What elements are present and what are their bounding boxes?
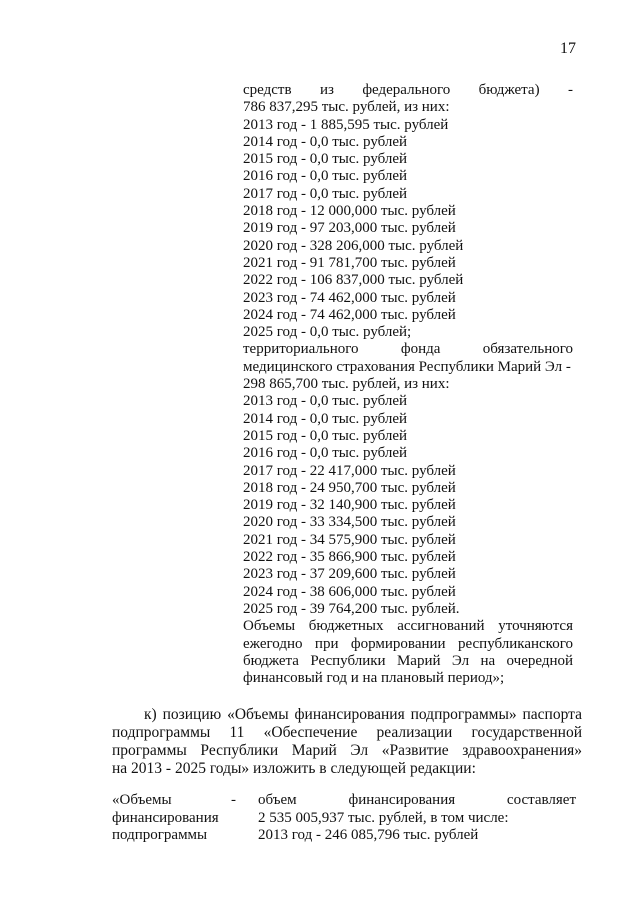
text-line: средств из федерального бюджета) - [243, 82, 573, 98]
text-line: Объемы бюджетных ассигнований уточняются [243, 618, 573, 635]
text-line: 2021 год - 34 575,900 тыс. рублей [243, 531, 456, 548]
passport-label-line: подпрограммы [112, 827, 208, 843]
paragraph-line: программы Республики Марий Эл «Развитие здравоохранения» [112, 742, 582, 759]
passport-value-line: 2013 год - 246 085,796 тыс. рублей [258, 827, 479, 843]
text-line: 2019 год - 97 203,000 тыс. рублей [243, 220, 456, 237]
text-line: 2022 год - 35 866,900 тыс. рублей [243, 549, 456, 566]
text-line: 2016 год - 0,0 тыс. рублей [243, 168, 408, 185]
text-line: 2023 год - 37 209,600 тыс. рублей [243, 566, 456, 583]
text-line: 2018 год - 12 000,000 тыс. рублей [243, 203, 456, 220]
text-line: 2020 год - 33 334,500 тыс. рублей [243, 514, 456, 531]
paragraph-line: подпрограммы 11 «Обеспечение реализации государственной [112, 724, 582, 741]
text-line: 2014 год - 0,0 тыс. рублей [243, 410, 408, 427]
text-line: 2018 год - 24 950,700 тыс. рублей [243, 479, 456, 496]
text-line: 2015 год - 0,0 тыс. рублей [243, 427, 408, 444]
paragraph-line: на 2013 - 2025 годы» изложить в следующей редакции: [112, 760, 476, 777]
text-line: 2015 год - 0,0 тыс. рублей [243, 151, 408, 168]
text-line: медицинского страхования Республики Марий Эл - [243, 358, 571, 375]
passport-value-line: объем финансирования составляет [258, 792, 576, 808]
passport-label-line: финансирования [112, 809, 219, 826]
text-line: 2022 год - 106 837,000 тыс. рублей [243, 272, 464, 289]
text-line: 2013 год - 0,0 тыс. рублей [243, 393, 408, 410]
page-number: 17 [560, 40, 576, 57]
passport-label [112, 792, 242, 845]
passport-value-line: 2 535 005,937 тыс. рублей, в том числе: [258, 809, 509, 826]
text-line: 2025 год - 0,0 тыс. рублей; [243, 324, 412, 341]
text-line: 298 865,700 тыс. рублей, из них: [243, 376, 450, 393]
text-line: 2023 год - 74 462,000 тыс. рублей [243, 289, 456, 306]
text-line: 2021 год - 91 781,700 тыс. рублей [243, 254, 456, 271]
paragraph-line: к) позицию «Объемы финансирования подпрограммы» паспорта [144, 706, 582, 723]
text-line: 2014 год - 0,0 тыс. рублей [243, 133, 408, 150]
passport-label-line: «Объемы [112, 792, 172, 808]
passport-value [258, 792, 576, 845]
text-line: 2016 год - 0,0 тыс. рублей [243, 445, 408, 462]
text-line: 2017 год - 0,0 тыс. рублей [243, 185, 408, 202]
text-line: 2024 год - 38 606,000 тыс. рублей [243, 583, 456, 600]
text-line: бюджета Республики Марий Эл на очередной [243, 652, 573, 669]
text-line: 2017 год - 22 417,000 тыс. рублей [243, 462, 456, 479]
text-line: ежегодно при формировании республиканского [243, 635, 573, 652]
funding-column [243, 82, 573, 687]
text-line: 2019 год - 32 140,900 тыс. рублей [243, 497, 456, 514]
text-line: 2013 год - 1 885,595 тыс. рублей [243, 116, 449, 133]
passport-dash: - [231, 792, 236, 808]
body-paragraph [112, 706, 582, 778]
text-line: 786 837,295 тыс. рублей, из них: [243, 99, 450, 116]
text-line: 2020 год - 328 206,000 тыс. рублей [243, 237, 464, 254]
text-line: территориального фонда обязательного [243, 341, 573, 358]
text-line: 2025 год - 39 764,200 тыс. рублей. [243, 600, 460, 617]
text-line: финансовый год и на плановый период»; [243, 670, 505, 687]
text-line: 2024 год - 74 462,000 тыс. рублей [243, 306, 456, 323]
